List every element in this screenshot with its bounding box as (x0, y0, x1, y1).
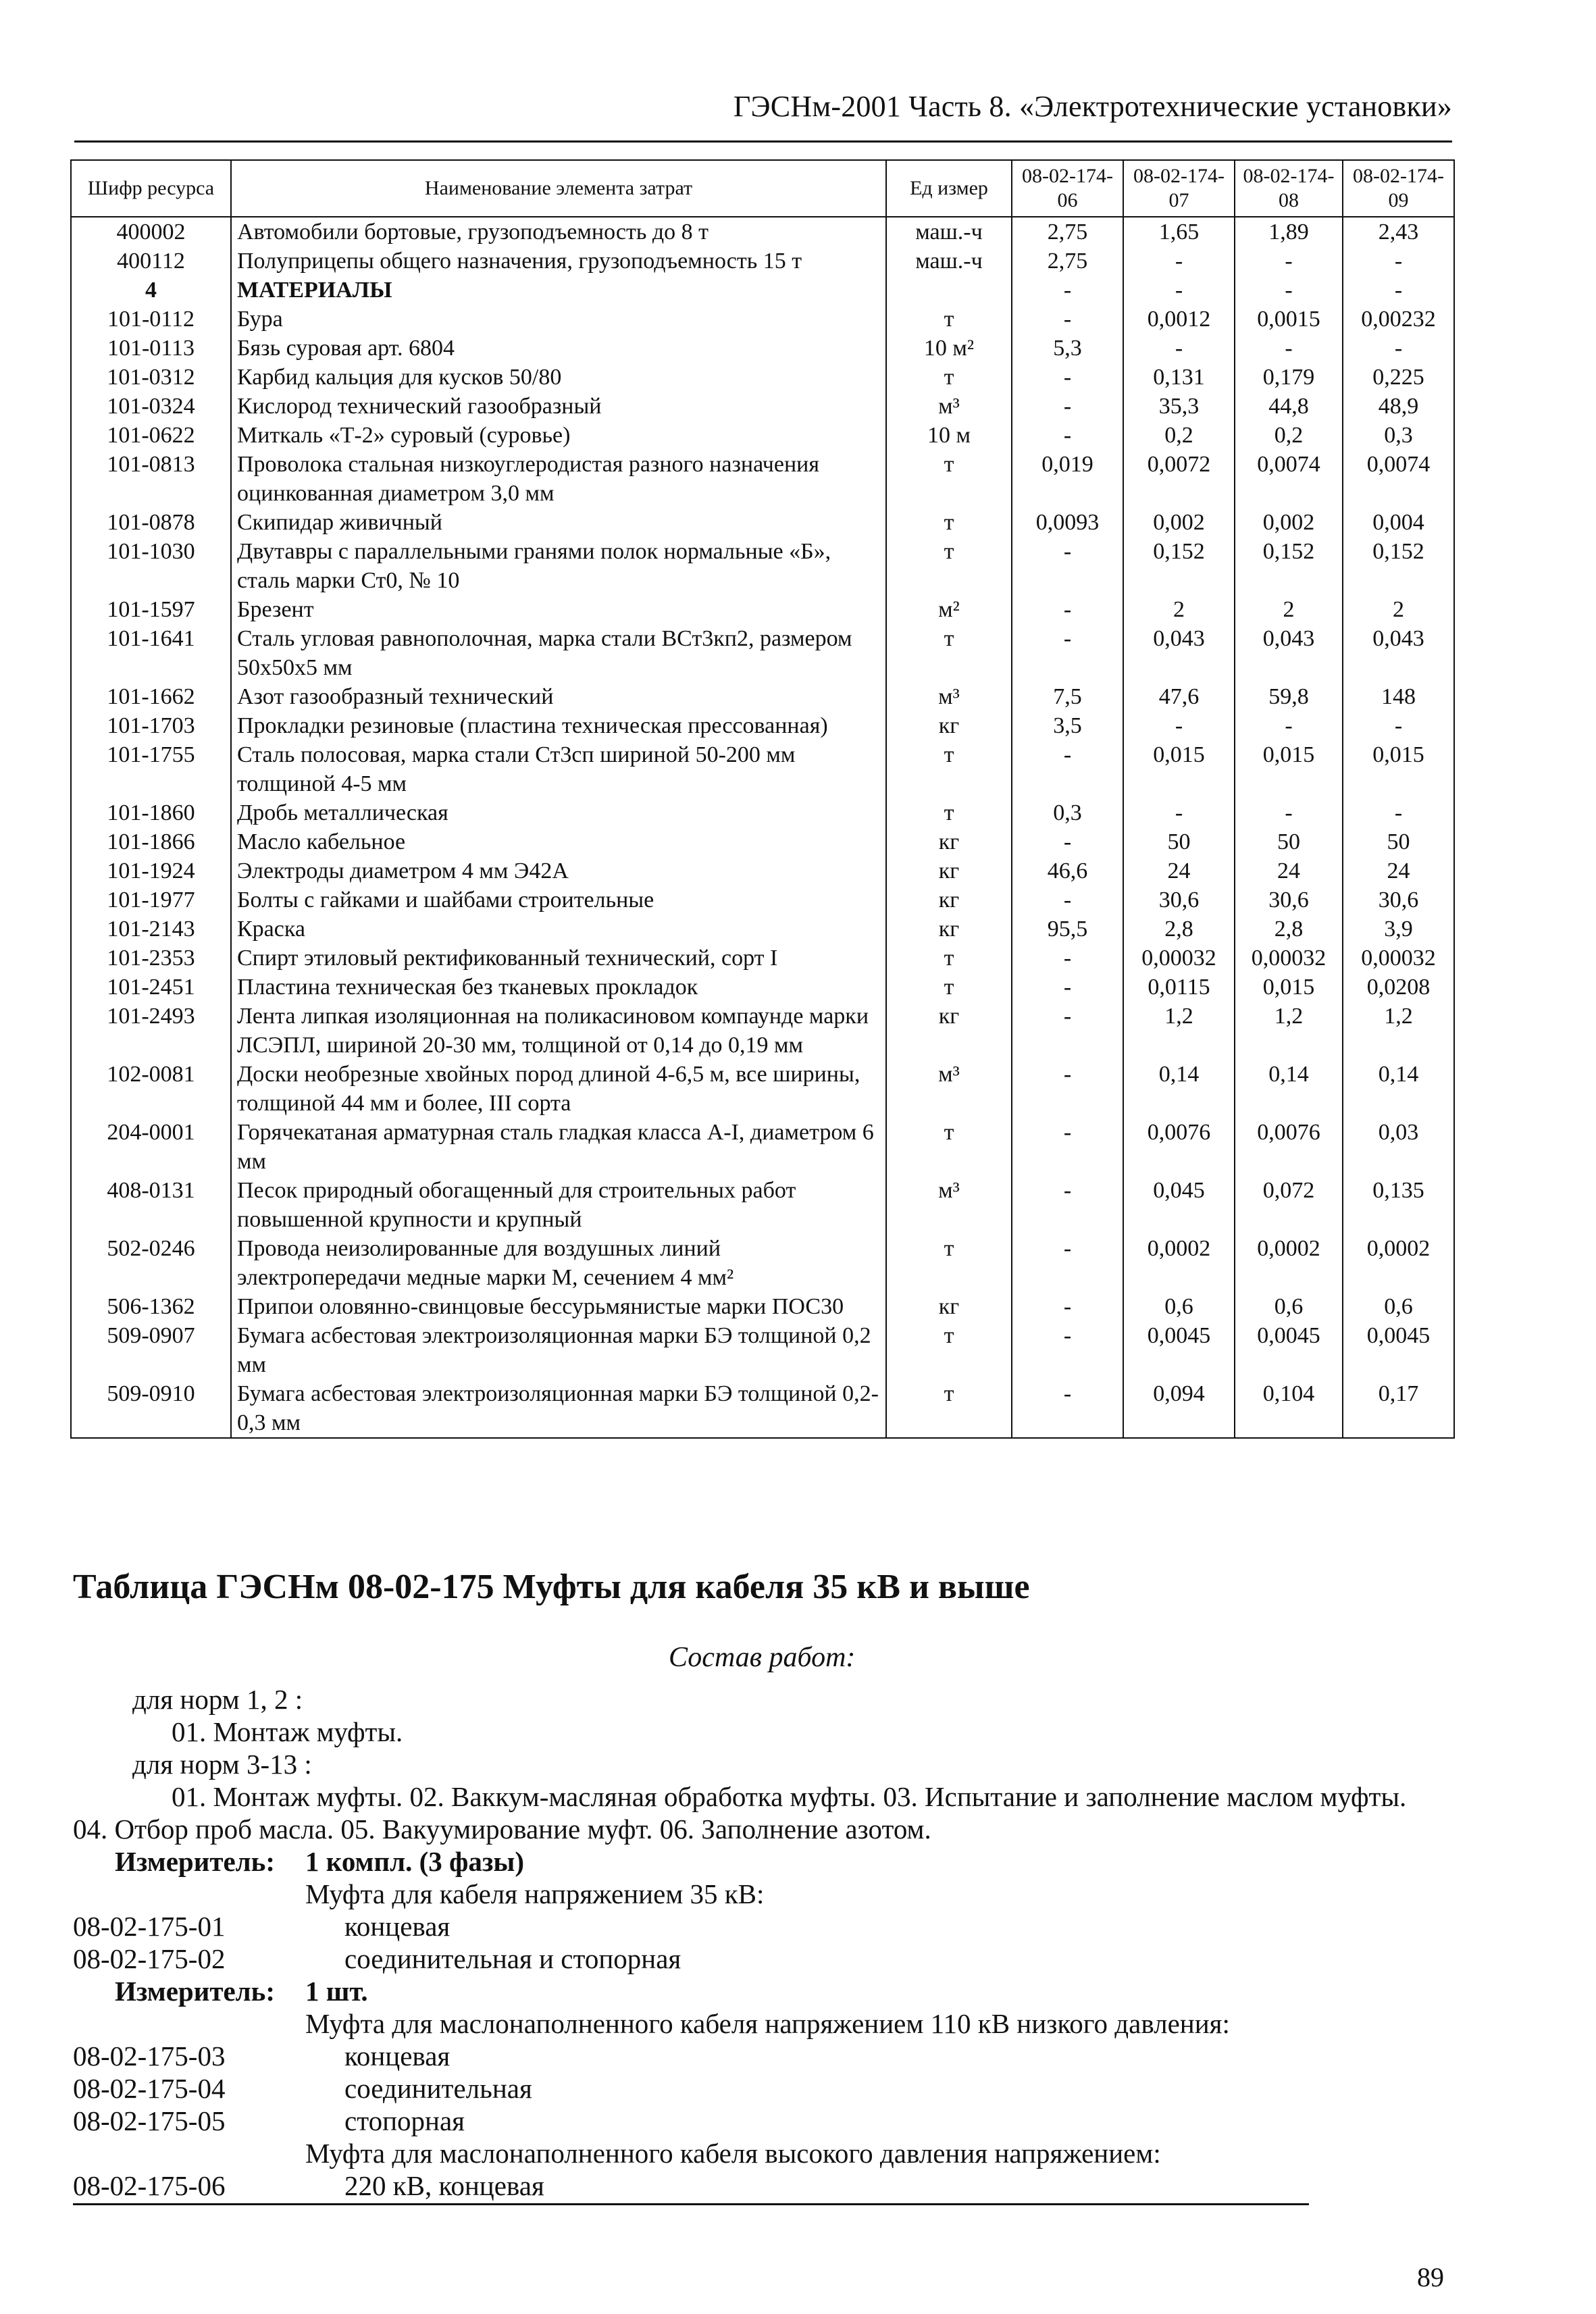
measure-label: Измеритель: (115, 1976, 276, 2007)
norm-value: - (1012, 392, 1123, 421)
resource-name: Азот газообразный технический (231, 682, 886, 711)
resource-name: Электроды диаметром 4 мм Э42А (231, 856, 886, 885)
resource-name: Краска (231, 915, 886, 944)
resource-name: Бязь суровая арт. 6804 (231, 334, 886, 363)
resource-code: 506-1362 (71, 1292, 231, 1321)
resource-unit: т (886, 798, 1012, 827)
table-row (71, 276, 1454, 305)
norm-value: - (1235, 798, 1343, 827)
norm-value: - (1012, 944, 1123, 973)
resource-name: Песок природный обогащенный для строительных работ повышенной крупности и крупный (231, 1176, 886, 1234)
column-header: Шифр ресурса (71, 160, 231, 217)
resource-unit: кг (886, 856, 1012, 885)
norm-value: 0,225 (1343, 363, 1454, 392)
resource-name: Бура (231, 305, 886, 334)
measure-value: 1 компл. (3 фазы) (305, 1846, 525, 1877)
norm-value: - (1343, 247, 1454, 276)
norm-value: - (1123, 247, 1235, 276)
resource-name: Спирт этиловый ректификованный технический, сорт I (231, 944, 886, 973)
resource-unit: м³ (886, 392, 1012, 421)
resource-code: 101-0113 (71, 334, 231, 363)
norm-value: 0,6 (1123, 1292, 1235, 1321)
resource-name: Проволока стальная низкоуглеродистая разного назначения оцинкованная диаметром 3,0 мм (231, 450, 886, 508)
resource-name: Доски необрезные хвойных пород длиной 4-6,5 м, все ширины, толщиной 44 мм и более, III сорта (231, 1060, 886, 1118)
norm-value: - (1343, 798, 1454, 827)
norm-code: 08-02-175-04 (73, 2073, 226, 2104)
resource-unit: 10 м² (886, 334, 1012, 363)
table-row (71, 1321, 1454, 1379)
norm-value: - (1123, 276, 1235, 305)
norm-description: соединительная (344, 2073, 532, 2104)
resource-name: Кислород технический газообразный (231, 392, 886, 421)
norm-code: 08-02-175-05 (73, 2105, 226, 2136)
resource-unit: т (886, 1321, 1012, 1379)
resource-name: Скипидар живичный (231, 508, 886, 537)
norm-code: 08-02-175-03 (73, 2040, 226, 2072)
table-row (71, 1379, 1454, 1438)
resource-code: 101-0312 (71, 363, 231, 392)
norm-value: 0,0208 (1343, 973, 1454, 1002)
norm-value: 0,152 (1343, 537, 1454, 595)
norm-code: 08-02-175-02 (73, 1943, 226, 1974)
resource-code: 101-0324 (71, 392, 231, 421)
resource-name: Полуприцепы общего назначения, грузоподъемность 15 т (231, 247, 886, 276)
norm-value: 0,045 (1123, 1176, 1235, 1234)
norm-value: 30,6 (1123, 885, 1235, 915)
table-body (71, 217, 1454, 1438)
resource-code: 101-2353 (71, 944, 231, 973)
norm-value: - (1012, 973, 1123, 1002)
norm-description: 220 кВ, концевая (344, 2170, 544, 2201)
group-heading: Муфта для маслонаполненного кабеля напряжением 110 кВ низкого давления: (305, 2008, 1230, 2039)
norm-value: 24 (1123, 856, 1235, 885)
norm-value: 95,5 (1012, 915, 1123, 944)
resource-code: 101-1641 (71, 624, 231, 682)
table-row (71, 973, 1454, 1002)
norm-value: 0,14 (1343, 1060, 1454, 1118)
resource-name: Припои оловянно-свинцовые бессурьмянистые марки ПОС30 (231, 1292, 886, 1321)
norm-value: 0,002 (1235, 508, 1343, 537)
norm-value: 0,0002 (1343, 1234, 1454, 1292)
column-header: Ед измер (886, 160, 1012, 217)
norm-value: - (1012, 1002, 1123, 1060)
norm-value: 0,3 (1012, 798, 1123, 827)
resource-code: 101-1924 (71, 856, 231, 885)
table-row (71, 682, 1454, 711)
table-row (71, 740, 1454, 798)
table-row (71, 305, 1454, 334)
norm-value: 0,0045 (1123, 1321, 1235, 1379)
resource-name: Пластина техническая без тканевых прокладок (231, 973, 886, 1002)
norms-range-label: для норм 3-13 : (132, 1749, 312, 1780)
norm-value: 0,0074 (1343, 450, 1454, 508)
resource-unit: м³ (886, 1176, 1012, 1234)
table-row (71, 1292, 1454, 1321)
resource-unit: маш.-ч (886, 217, 1012, 247)
norm-value: 0,002 (1123, 508, 1235, 537)
header-rule (74, 140, 1452, 143)
norm-value: 5,3 (1012, 334, 1123, 363)
resource-unit: т (886, 537, 1012, 595)
norm-value: 46,6 (1012, 856, 1123, 885)
resource-unit: кг (886, 1292, 1012, 1321)
norm-code: 08-02-175-01 (73, 1911, 226, 1942)
resource-unit: т (886, 740, 1012, 798)
norm-value: 0,0074 (1235, 450, 1343, 508)
resource-unit (886, 276, 1012, 305)
resource-code: 101-0112 (71, 305, 231, 334)
resource-name: Прокладки резиновые (пластина техническая прессованная) (231, 711, 886, 740)
norm-value: 0,094 (1123, 1379, 1235, 1438)
norm-value: 0,0015 (1235, 305, 1343, 334)
resource-unit: т (886, 624, 1012, 682)
norm-value: - (1012, 1379, 1123, 1438)
norm-value: 0,0076 (1235, 1118, 1343, 1176)
resource-name: Провода неизолированные для воздушных линий электропередачи медные марки М, сечением 4 мм² (231, 1234, 886, 1292)
table-row (71, 1118, 1454, 1176)
norm-value: 2,8 (1123, 915, 1235, 944)
norm-value: 1,65 (1123, 217, 1235, 247)
norm-value: 50 (1343, 827, 1454, 856)
resource-name: Сталь угловая равнополочная, марка стали ВСт3кп2, размером 50х50х5 мм (231, 624, 886, 682)
resource-code: 204-0001 (71, 1118, 231, 1176)
norm-value: - (1012, 276, 1123, 305)
norm-value: 47,6 (1123, 682, 1235, 711)
norm-value: - (1235, 711, 1343, 740)
norm-value: 24 (1235, 856, 1343, 885)
norm-value: - (1235, 334, 1343, 363)
work-step-line: 01. Монтаж муфты. (172, 1716, 403, 1747)
resource-name: Карбид кальция для кусков 50/80 (231, 363, 886, 392)
norm-value: 0,152 (1123, 537, 1235, 595)
norm-value: 0,00032 (1343, 944, 1454, 973)
norm-value: 0,015 (1235, 740, 1343, 798)
resource-unit: т (886, 508, 1012, 537)
norm-value: 0,131 (1123, 363, 1235, 392)
table-row (71, 247, 1454, 276)
resource-code: 509-0910 (71, 1379, 231, 1438)
norm-value: 0,019 (1012, 450, 1123, 508)
norm-code: 08-02-175-06 (73, 2170, 226, 2201)
norm-value: 0,015 (1235, 973, 1343, 1002)
work-step-line: 01. Монтаж муфты. 02. Ваккум-масляная обработка муфты. 03. Испытание и заполнение маслом муфты. (172, 1781, 1407, 1812)
norm-value: - (1012, 537, 1123, 595)
resource-name: Миткаль «Т-2» суровый (суровье) (231, 421, 886, 450)
table-row (71, 392, 1454, 421)
norm-value: 0,03 (1343, 1118, 1454, 1176)
norm-value: 0,135 (1343, 1176, 1454, 1234)
resource-code: 101-2143 (71, 915, 231, 944)
norm-value: 0,3 (1343, 421, 1454, 450)
norm-value: - (1343, 276, 1454, 305)
norm-value: 30,6 (1343, 885, 1454, 915)
measure-value: 1 шт. (305, 1976, 368, 2007)
table-row (71, 537, 1454, 595)
norm-value: - (1012, 1060, 1123, 1118)
norm-value: - (1012, 305, 1123, 334)
norm-value: 3,9 (1343, 915, 1454, 944)
resource-unit: кг (886, 915, 1012, 944)
norms-range-label: для норм 1, 2 : (132, 1684, 303, 1715)
norm-value: 0,072 (1235, 1176, 1343, 1234)
norm-value: 2 (1123, 595, 1235, 624)
norm-value: 0,043 (1235, 624, 1343, 682)
norm-value: 0,6 (1235, 1292, 1343, 1321)
norm-value: 0,14 (1123, 1060, 1235, 1118)
norm-value: 0,00232 (1343, 305, 1454, 334)
resource-unit: м² (886, 595, 1012, 624)
norm-value: 0,2 (1235, 421, 1343, 450)
norm-value: 0,0045 (1235, 1321, 1343, 1379)
norm-value: - (1012, 1176, 1123, 1234)
norm-value: 0,043 (1123, 624, 1235, 682)
norm-value: 30,6 (1235, 885, 1343, 915)
resource-unit: 10 м (886, 421, 1012, 450)
norm-value: 0,104 (1235, 1379, 1343, 1438)
norm-value: 0,14 (1235, 1060, 1343, 1118)
resource-unit: м³ (886, 1060, 1012, 1118)
work-step-line: 04. Отбор проб масла. 05. Вакуумирование муфт. 06. Заполнение азотом. (73, 1814, 931, 1845)
resource-name: Бумага асбестовая электроизоляционная марки БЭ толщиной 0,2-0,3 мм (231, 1379, 886, 1438)
table-row (71, 334, 1454, 363)
table-title: Таблица ГЭСНм 08-02-175 Муфты для кабеля 35 кВ и выше (73, 1568, 1030, 1606)
norm-value: 0,2 (1123, 421, 1235, 450)
norm-value: 50 (1123, 827, 1235, 856)
norm-value: 50 (1235, 827, 1343, 856)
resource-unit: кг (886, 827, 1012, 856)
norm-value: - (1012, 740, 1123, 798)
resource-unit: т (886, 1379, 1012, 1438)
resource-name: Бумага асбестовая электроизоляционная марки БЭ толщиной 0,2 мм (231, 1321, 886, 1379)
group-heading: Муфта для кабеля напряжением 35 кВ: (305, 1878, 765, 1909)
norm-value: 0,6 (1343, 1292, 1454, 1321)
resource-name: МАТЕРИАЛЫ (231, 276, 886, 305)
resource-name: Болты с гайками и шайбами строительные (231, 885, 886, 915)
resource-code: 509-0907 (71, 1321, 231, 1379)
norm-value: 3,5 (1012, 711, 1123, 740)
norm-value: - (1012, 1321, 1123, 1379)
norm-value: - (1012, 1292, 1123, 1321)
norm-value: 0,0072 (1123, 450, 1235, 508)
resource-code: 101-1755 (71, 740, 231, 798)
resource-code: 101-1860 (71, 798, 231, 827)
norm-value: - (1235, 247, 1343, 276)
norm-value: - (1123, 711, 1235, 740)
norm-value: 0,015 (1123, 740, 1235, 798)
norm-value: - (1012, 421, 1123, 450)
norm-value: 2,75 (1012, 247, 1123, 276)
norm-value: 35,3 (1123, 392, 1235, 421)
norm-value: 0,00032 (1123, 944, 1235, 973)
resource-name: Брезент (231, 595, 886, 624)
norm-value: 0,00032 (1235, 944, 1343, 973)
measure-label: Измеритель: (115, 1846, 276, 1877)
table-row (71, 1002, 1454, 1060)
norm-value: 0,0002 (1235, 1234, 1343, 1292)
table-row (71, 856, 1454, 885)
resource-unit: т (886, 450, 1012, 508)
resource-unit: т (886, 1234, 1012, 1292)
table-row (71, 1060, 1454, 1118)
resource-name: Дробь металлическая (231, 798, 886, 827)
table-row (71, 624, 1454, 682)
table-row (71, 595, 1454, 624)
resource-code: 408-0131 (71, 1176, 231, 1234)
resource-unit: кг (886, 711, 1012, 740)
norm-value: 1,2 (1343, 1002, 1454, 1060)
column-header: 08-02-174-07 (1123, 160, 1235, 217)
norm-value: 48,9 (1343, 392, 1454, 421)
work-composition-heading: Состав работ: (669, 1642, 856, 1673)
norm-value: 2 (1343, 595, 1454, 624)
norm-value: - (1123, 334, 1235, 363)
resource-unit: м³ (886, 682, 1012, 711)
resource-code: 101-1597 (71, 595, 231, 624)
norm-value: 2,75 (1012, 217, 1123, 247)
resource-code: 101-1703 (71, 711, 231, 740)
norm-value: 0,0002 (1123, 1234, 1235, 1292)
page-number: 89 (1417, 2262, 1444, 2292)
table-row (71, 798, 1454, 827)
resource-unit: т (886, 363, 1012, 392)
norm-value: 0,179 (1235, 363, 1343, 392)
norm-value: - (1012, 1234, 1123, 1292)
resource-unit: т (886, 1118, 1012, 1176)
norm-value: 0,043 (1343, 624, 1454, 682)
table-header-row (71, 160, 1454, 217)
norm-value: - (1123, 798, 1235, 827)
table-row (71, 421, 1454, 450)
norm-value: 44,8 (1235, 392, 1343, 421)
group-heading: Муфта для маслонаполненного кабеля высокого давления напряжением: (305, 2138, 1161, 2169)
resource-name: Горячекатаная арматурная сталь гладкая класса А-I, диаметром 6 мм (231, 1118, 886, 1176)
resource-unit: т (886, 973, 1012, 1002)
table-row (71, 944, 1454, 973)
table-row (71, 508, 1454, 537)
resource-name: Автомобили бортовые, грузоподъемность до 8 т (231, 217, 886, 247)
resource-code: 101-2493 (71, 1002, 231, 1060)
norm-value: 0,0076 (1123, 1118, 1235, 1176)
norm-value: 0,152 (1235, 537, 1343, 595)
resource-table (70, 159, 1455, 1439)
table-row (71, 363, 1454, 392)
norm-value: 2,8 (1235, 915, 1343, 944)
norm-value: 148 (1343, 682, 1454, 711)
resource-code: 4 (71, 276, 231, 305)
table-row (71, 711, 1454, 740)
resource-name: Лента липкая изоляционная на поликасиновом компаунде марки ЛСЭПЛ, шириной 20-30 мм, толщиной от 0,14 до 0,19 мм (231, 1002, 886, 1060)
table-row (71, 1176, 1454, 1234)
resource-code: 101-0813 (71, 450, 231, 508)
resource-code: 502-0246 (71, 1234, 231, 1292)
column-header: 08-02-174-08 (1235, 160, 1343, 217)
norm-value: 0,17 (1343, 1379, 1454, 1438)
resource-code: 101-2451 (71, 973, 231, 1002)
norm-value: 7,5 (1012, 682, 1123, 711)
column-header: Наименование элемента затрат (231, 160, 886, 217)
norm-value: 0,015 (1343, 740, 1454, 798)
resource-name: Сталь полосовая, марка стали Ст3сп шириной 50-200 мм толщиной 4-5 мм (231, 740, 886, 798)
norm-value: 0,0093 (1012, 508, 1123, 537)
norm-value: - (1012, 595, 1123, 624)
table-row (71, 1234, 1454, 1292)
resource-code: 101-1866 (71, 827, 231, 856)
resource-code: 101-1662 (71, 682, 231, 711)
bottom-rule (73, 2203, 1309, 2205)
resource-code: 102-0081 (71, 1060, 231, 1118)
norm-value: - (1343, 711, 1454, 740)
norm-description: концевая (344, 2040, 451, 2072)
resource-unit: т (886, 944, 1012, 973)
resource-code: 101-0878 (71, 508, 231, 537)
norm-value: 59,8 (1235, 682, 1343, 711)
norm-value: - (1012, 363, 1123, 392)
norm-value: - (1012, 885, 1123, 915)
norm-value: - (1012, 827, 1123, 856)
table-row (71, 827, 1454, 856)
table-row (71, 450, 1454, 508)
column-header: 08-02-174-09 (1343, 160, 1454, 217)
resource-code: 400002 (71, 217, 231, 247)
table-row (71, 885, 1454, 915)
norm-value: 1,89 (1235, 217, 1343, 247)
norm-value: 2,43 (1343, 217, 1454, 247)
norm-value: 1,2 (1235, 1002, 1343, 1060)
norm-value: 0,0045 (1343, 1321, 1454, 1379)
resource-name: Масло кабельное (231, 827, 886, 856)
norm-value: 0,0012 (1123, 305, 1235, 334)
resource-code: 101-1977 (71, 885, 231, 915)
table-row (71, 217, 1454, 247)
norm-description: концевая (344, 1911, 451, 1942)
column-header: 08-02-174-06 (1012, 160, 1123, 217)
resource-unit: т (886, 305, 1012, 334)
resource-name: Двутавры с параллельными гранями полок нормальные «Б», сталь марки Ст0, № 10 (231, 537, 886, 595)
norm-value: - (1012, 624, 1123, 682)
norm-description: соединительная и стопорная (344, 1943, 681, 1974)
resource-unit: маш.-ч (886, 247, 1012, 276)
norm-value: 24 (1343, 856, 1454, 885)
norm-description: стопорная (344, 2105, 465, 2136)
resource-unit: кг (886, 885, 1012, 915)
norm-value: - (1012, 1118, 1123, 1176)
norm-value: - (1343, 334, 1454, 363)
table-row (71, 915, 1454, 944)
norm-value: 0,004 (1343, 508, 1454, 537)
norm-value: 2 (1235, 595, 1343, 624)
resource-code: 101-1030 (71, 537, 231, 595)
norm-value: 1,2 (1123, 1002, 1235, 1060)
norm-value: - (1235, 276, 1343, 305)
page-header: ГЭСНм-2001 Часть 8. «Электротехнические установки» (733, 90, 1452, 123)
resource-unit: кг (886, 1002, 1012, 1060)
resource-code: 101-0622 (71, 421, 231, 450)
resource-code: 400112 (71, 247, 231, 276)
norm-value: 0,0115 (1123, 973, 1235, 1002)
